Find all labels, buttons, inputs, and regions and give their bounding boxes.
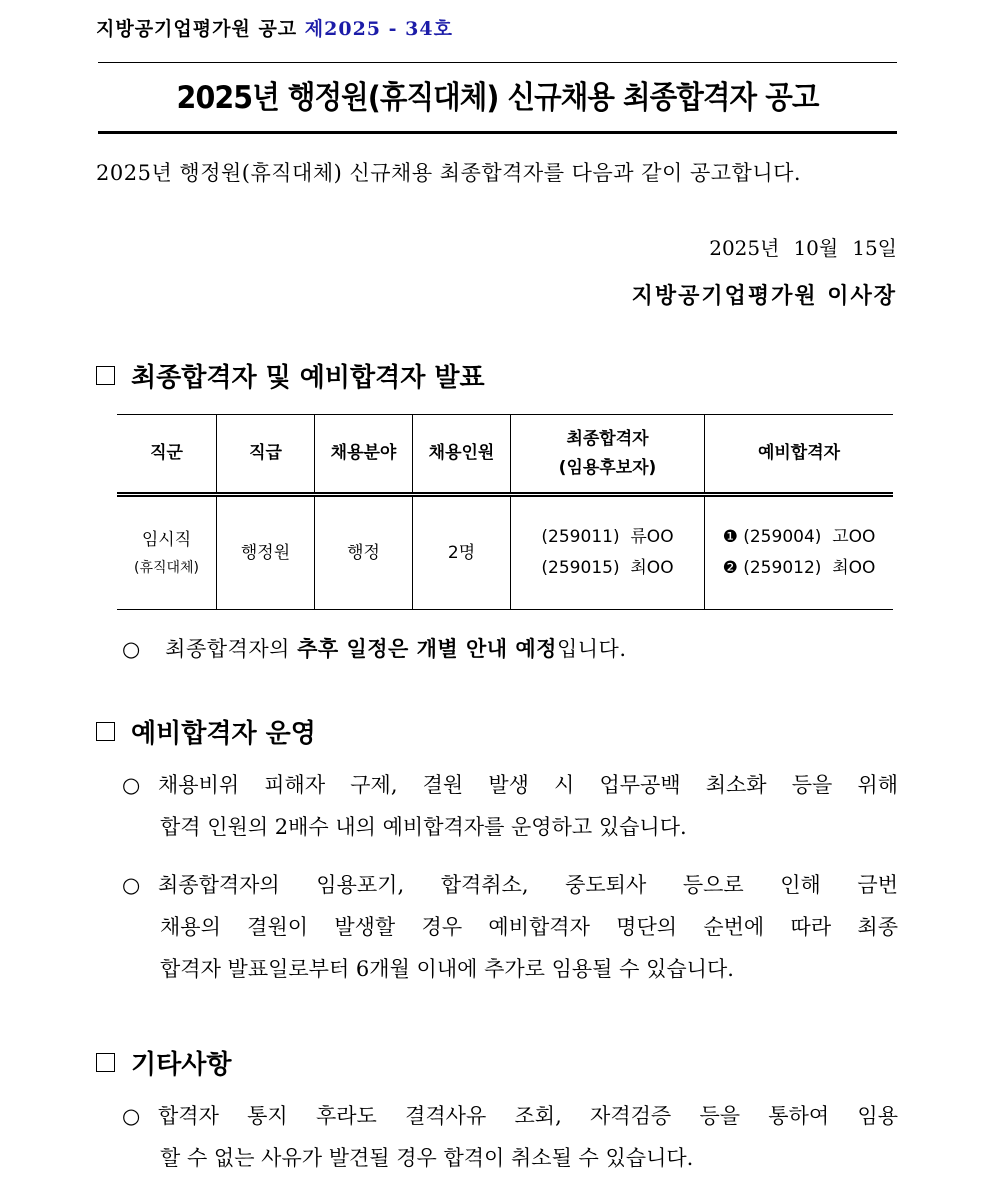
header-finalists-line2: (임용후보자): [558, 457, 657, 478]
square-bullet-icon: [96, 366, 115, 385]
cell-job-group: [117, 495, 217, 610]
note-pre: 최종합격자의: [158, 637, 298, 661]
note-post: 입니다.: [556, 637, 627, 661]
section-heading-reserve-operation: [96, 713, 316, 750]
document-title: 2025년 행정원(휴직대체) 신규채용 최종합격자 공고: [176, 80, 819, 116]
date-month: 10월: [793, 236, 839, 260]
header-field: 채용분야: [315, 415, 413, 495]
reserve-appointment-paragraph: [122, 864, 898, 990]
reserve-purpose-paragraph: [122, 764, 898, 848]
signer: 지방공기업평가원 이사장: [631, 283, 897, 309]
disqualification-paragraph: [122, 1095, 898, 1179]
square-bullet-icon: [96, 722, 115, 741]
section-heading-label: 예비합격자 운영: [131, 719, 316, 749]
paragraph-line: 할 수 없는 사유가 발견될 경우 합격이 취소될 수 있습니다.: [160, 1146, 694, 1170]
reserve-2: ❷ (259012) 최OO: [722, 558, 876, 578]
circle-bullet-icon: ○: [122, 637, 141, 661]
paragraph-line: 채용비위 피해자 구제, 결원 발생 시 업무공백 최소화 등을 위해: [158, 773, 898, 797]
circle-bullet-icon: ○: [122, 1104, 141, 1128]
reserve-1: ❶ (259004) 고OO: [722, 527, 876, 548]
schedule-note: [122, 633, 627, 663]
square-bullet-icon: [96, 1053, 115, 1072]
section-heading-results: [96, 357, 485, 394]
cell-reserves: [705, 495, 894, 610]
header-finalists-line1: 최종합격자: [566, 428, 649, 449]
cell-rank: 행정원: [217, 495, 315, 610]
job-group-value: 임시직: [141, 530, 192, 551]
date-year: 2025년: [709, 236, 780, 260]
table-row: [117, 495, 893, 610]
cell-count: 2명: [413, 495, 511, 610]
finalist-2: (259015) 최OO: [541, 558, 674, 578]
paragraph-line: 합격자 통지 후라도 결격사유 조회, 자격검증 등을 통하여 임용: [158, 1104, 898, 1128]
section-heading-label: 최종합격자 및 예비합격자 발표: [131, 363, 485, 393]
job-group-note: (휴직대체): [133, 559, 200, 576]
header-finalists: [511, 415, 705, 495]
title-bottom-rule: [98, 131, 897, 134]
header-job-group: 직군: [117, 415, 217, 495]
notice-number-value: 제2025 - 34호: [304, 18, 453, 40]
notice-date: [709, 232, 897, 261]
intro-text: 2025년 행정원(휴직대체) 신규채용 최종합격자를 다음과 같이 공고합니다.: [96, 161, 802, 185]
paragraph-line: 최종합격자의 임용포기, 합격취소, 중도퇴사 등으로 인해 금번: [158, 873, 898, 897]
section-heading-label: 기타사항: [131, 1050, 232, 1080]
notice-org: 지방공기업평가원 공고: [96, 18, 305, 40]
header-rank: 직급: [217, 415, 315, 495]
cell-finalists: [511, 495, 705, 610]
circle-bullet-icon: ○: [122, 773, 141, 797]
date-day: 15일: [852, 236, 897, 260]
results-table: [117, 414, 893, 610]
paragraph-line: 채용의 결원이 발생할 경우 예비합격자 명단의 순번에 따라 최종: [160, 915, 898, 939]
paragraph-line: 합격 인원의 2배수 내의 예비합격자를 운영하고 있습니다.: [160, 815, 687, 839]
header-reserves: 예비합격자: [705, 415, 894, 495]
paragraph-line: 합격자 발표일로부터 6개월 이내에 추가로 임용될 수 있습니다.: [160, 957, 734, 981]
finalist-1: (259011) 류OO: [541, 527, 674, 548]
cell-field: 행정: [315, 495, 413, 610]
section-heading-other: [96, 1044, 231, 1081]
notice-number: [96, 14, 453, 41]
circle-bullet-icon: ○: [122, 873, 141, 897]
header-count: 채용인원: [413, 415, 511, 495]
note-bold: 추후 일정은 개별 안내 예정: [297, 637, 557, 661]
title-top-rule: [98, 62, 897, 63]
table-header-row: [117, 415, 893, 495]
